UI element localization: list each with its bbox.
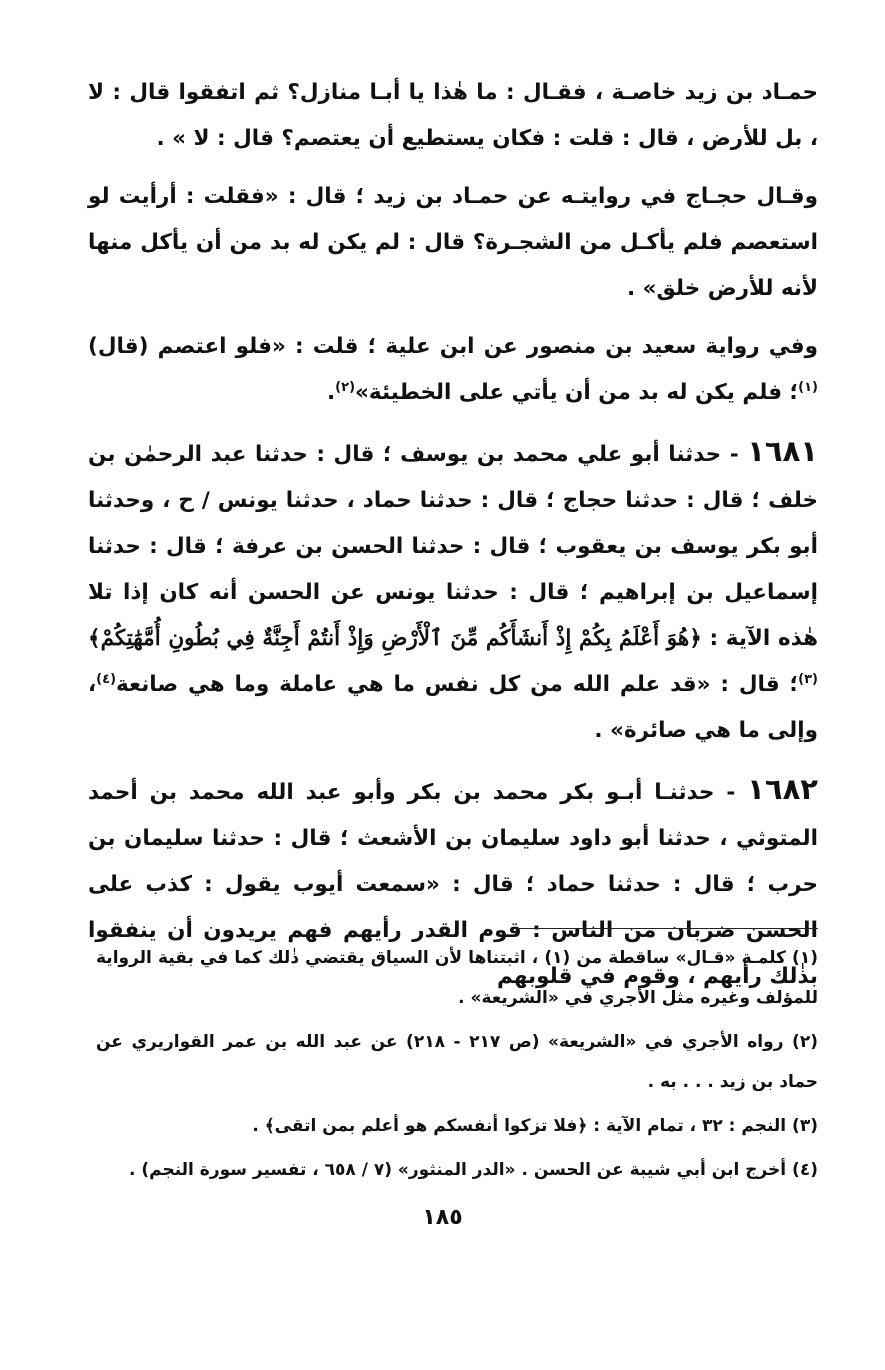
paragraph-text: وقـال حجـاج في روايتـه عن حمـاد بن زيد ؛ قال : «فقلت : أرأيت لو استعصم فلم يأكـل من الشجـرة؟ قال : لم يكن له بد من أن يأكل منها لأنه للأرض خلق» . xyxy=(88,184,818,301)
quran-verse: ﴿هُوَ أَعْلَمُ بِكُمْ إِذْ أَنشَأَكُم مِّنَ ٱلْأَرْضِ وَإِذْ أَنتُمْ أَجِنَّةٌ فِي بُطُونِ أُمَّهَٰتِكُمْ﴾ xyxy=(88,626,702,651)
paragraph-hajjaj-narration xyxy=(88,174,818,312)
main-text-body xyxy=(88,70,818,1012)
footnote-ref-2: (٢) xyxy=(335,379,356,395)
paragraph-text: ؛ فلم يكن له بد من أن يأتي على الخطيئة» xyxy=(355,380,799,405)
footnote-3: (٣) النجم : ٣٢ ، تمام الآية : ﴿فلا تزكوا أنفسكم هو أعلم بمن اتقى﴾ . xyxy=(252,1116,818,1136)
footnote-ref-1: (١) xyxy=(798,379,818,395)
hadith-1681 xyxy=(88,428,818,754)
hadith-text: - حدثنا أبو علي محمد بن يوسف ؛ قال : حدثنا عبد الرحمٰن بن خلف ؛ قال : حدثنا حجاج ؛ قال : حدثنا حماد ، حدثنا يونس / ح ، وحدثنا أبو بكر يوسف بن يعقوب ؛ قال : حدثنا الحسن بن عرفة ؛ قال : حدثنا إسماعيل بن إبراهيم ؛ قال : حدثنا يونس عن الحسن أنه كان إذا تلا هٰذه الآية : xyxy=(88,442,818,651)
hadith-text: ، وإلى ما هي صائرة» . xyxy=(88,672,818,743)
hadith-number: ١٦٨١ xyxy=(747,434,818,468)
paragraph-text: . xyxy=(327,380,336,405)
footnote-2: (٢) رواه الأجري في «الشريعة» (ص ٢١٧ - ٢١٨) عن عبد الله بن عمر القواريري عن حماد بن زيد . . . به . xyxy=(96,1032,818,1092)
footnote-ref-3: (٣) xyxy=(798,671,818,687)
paragraph-text: حمـاد بن زيد خاصـة ، فقـال : ما هٰذا يا أبـا منازل؟ ثم اتفقوا قال : لا ، بل للأرض ، قال : قلت : فكان يستطيع أن يعتصم؟ قال : لا » . xyxy=(88,80,818,151)
footnote-4: (٤) أخرج ابن أبي شيبة عن الحسن . «الدر المنثور» (٧ / ٦٥٨ ، تفسير سورة النجم) . xyxy=(128,1160,818,1180)
footnotes xyxy=(96,938,818,1194)
footnote-1: (١) كلمـة «قـال» ساقطة من (١) ، اثبتناها لأن السياق يقتضي ذٰلك كما في بقية الرواية للمؤلف وغيره مثل الأجري في «الشريعة» . xyxy=(96,948,818,1008)
paragraph-continuation xyxy=(88,70,818,162)
paragraph-said-narration xyxy=(88,324,818,416)
paragraph-text: وفي رواية سعيد بن منصور عن ابن علية ؛ قلت : «فلو اعتصم (قال) xyxy=(88,334,818,359)
hadith-number: ١٦٨٢ xyxy=(747,772,818,806)
footnote-ref-4: (٤) xyxy=(96,671,117,687)
hadith-text: ؛ قال : «قد علم الله من كل نفس ما هي عاملة وما هي صانعة xyxy=(116,672,799,697)
footnote-divider xyxy=(515,928,818,929)
page-number: ١٨٥ xyxy=(422,1205,463,1230)
hadith-text: - حدثنـا أبـو بكر محمد بن بكر وأبو عبد الله محمد بن أحمد المتوثي ، حدثنا أبو داود سليمان بن الأشعث ؛ قال : حدثنا سليمان بن حرب ؛ قال : حدثنا حماد ؛ قال : «سمعت أيوب يقول : كذب على الحسن ضربان من الناس : قوم القدر رأيهم فهم يريدون أن ينفقوا بذٰلك رأيهم ، وقوم في قلوبهم xyxy=(88,780,818,989)
